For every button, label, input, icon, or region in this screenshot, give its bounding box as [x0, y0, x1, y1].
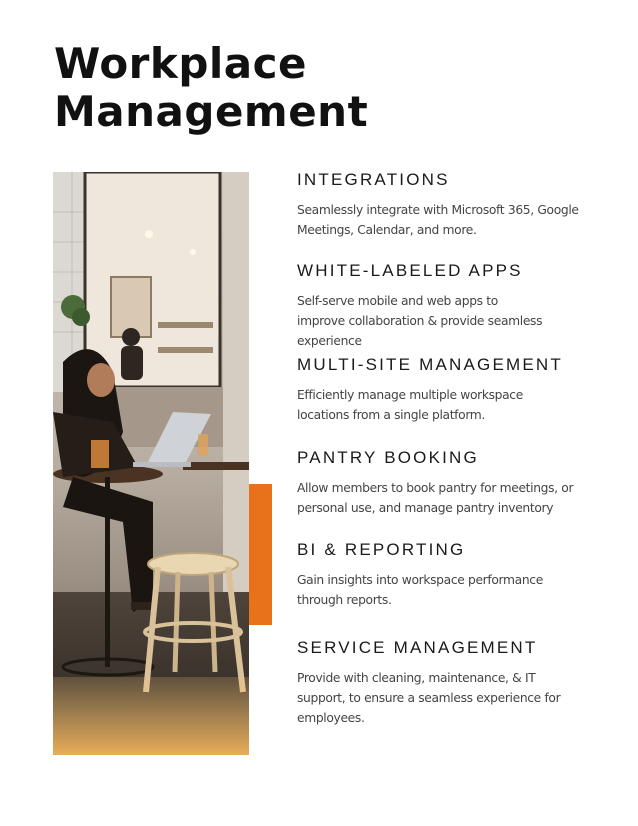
section-text: Gain insights into workspace performance through reports.: [297, 573, 543, 607]
accent-bar: [249, 484, 272, 625]
section-heading: PANTRY BOOKING: [297, 448, 479, 467]
section-multi-site-management: [297, 355, 597, 425]
section-text: Provide with cleaning, maintenance, & IT support, to ensure a seamless experience for employees.: [297, 671, 561, 725]
cafe-photo: [53, 172, 249, 755]
section-heading: SERVICE MANAGEMENT: [297, 638, 538, 657]
page-title: [54, 40, 368, 136]
section-heading: BI & REPORTING: [297, 540, 466, 559]
section-heading: INTEGRATIONS: [297, 170, 450, 189]
section-text: Seamlessly integrate with Microsoft 365, Google Meetings, Calendar, and more.: [297, 203, 579, 237]
section-integrations: [297, 170, 597, 240]
section-text: Efficiently manage multiple workspace locations from a single platform.: [297, 388, 523, 422]
title-line-1: Workplace: [54, 39, 308, 88]
section-bi-reporting: [297, 540, 597, 610]
cafe-photo-icon: [53, 172, 249, 755]
section-heading: WHITE-LABELED APPS: [297, 261, 523, 280]
title-line-2: Management: [54, 87, 369, 136]
section-heading: MULTI-SITE MANAGEMENT: [297, 355, 563, 374]
section-text: Self-serve mobile and web apps to improve collaboration & provide seamless experience: [297, 294, 543, 348]
section-text: Allow members to book pantry for meetings, or personal use, and manage pantry inventory: [297, 481, 574, 515]
section-service-management: [297, 638, 597, 728]
section-white-labeled-apps: [297, 261, 597, 351]
section-pantry-booking: [297, 448, 597, 518]
